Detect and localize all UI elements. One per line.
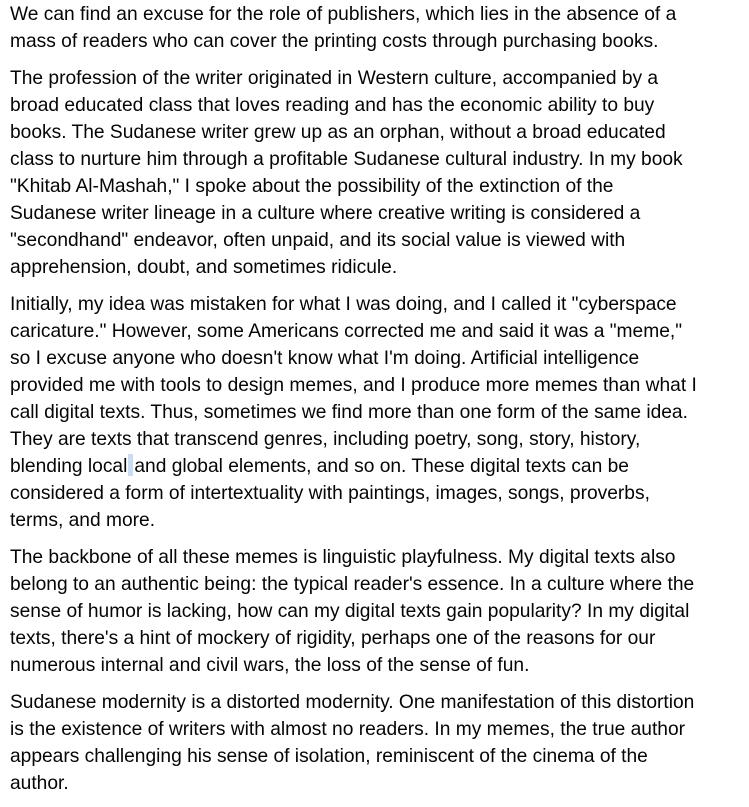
post-body-text — [10, 1, 749, 807]
text-line: so I excuse anyone who doesn't know what I'm doing. Artificial intelligence — [10, 348, 640, 369]
text-line: They are texts that transcend genres, including poetry, song, story, history, — [10, 429, 641, 450]
text-line: author. — [10, 773, 69, 794]
paragraph-1 — [10, 1, 749, 55]
text-line: Initially, my idea was mistaken for what I was doing, and I called it "cyberspace — [10, 294, 677, 315]
text-line: sense of humor is lacking, how can my digital texts gain popularity? In my digital — [10, 601, 690, 622]
text-before-caret: blending local — [10, 456, 128, 477]
text-line: considered a form of intertextuality with paintings, images, songs, proverbs, — [10, 483, 650, 504]
paragraph-4 — [10, 544, 749, 679]
text-line: call digital texts. Thus, sometimes we find more than one form of the same idea. — [10, 402, 688, 423]
text-line: numerous internal and civil wars, the loss of the sense of fun. — [10, 655, 530, 676]
text-after-caret: and global elements, and so on. These digital texts can be — [134, 456, 629, 477]
text-line: books. The Sudanese writer grew up as an orphan, without a broad educated — [10, 122, 666, 143]
text-line: mass of readers who can cover the printing costs through purchasing books. — [10, 31, 659, 52]
text-caret — [128, 454, 133, 476]
text-line: "Khitab Al-Mashah," I spoke about the possibility of the extinction of the — [10, 176, 614, 197]
text-line: "secondhand" endeavor, often unpaid, and its social value is viewed with — [10, 230, 626, 251]
text-line: apprehension, doubt, and sometimes ridicule. — [10, 257, 398, 278]
text-line: appears challenging his sense of isolation, reminiscent of the cinema of the — [10, 746, 648, 767]
text-line-with-caret[interactable] — [10, 453, 749, 480]
text-line: is the existence of writers with almost no readers. In my memes, the true author — [10, 719, 686, 740]
text-line: broad educated class that loves reading and has the economic ability to buy — [10, 95, 655, 116]
text-line: Sudanese writer lineage in a culture where creative writing is considered a — [10, 203, 641, 224]
text-line: Sudanese modernity is a distorted modernity. One manifestation of this distortion — [10, 692, 695, 713]
text-line: caricature." However, some Americans corrected me and said it was a "meme," — [10, 321, 683, 342]
text-line: The backbone of all these memes is linguistic playfulness. My digital texts also — [10, 547, 676, 568]
paragraph-2 — [10, 65, 749, 281]
text-line: class to nurture him through a profitable Sudanese cultural industry. In my book — [10, 149, 683, 170]
text-line: texts, there's a hint of mockery of rigidity, perhaps one of the reasons for our — [10, 628, 656, 649]
paragraph-5 — [10, 689, 749, 797]
text-line: provided me with tools to design memes, and I produce more memes than what I — [10, 375, 697, 396]
paragraph-3 — [10, 291, 749, 534]
text-line: We can find an excuse for the role of publishers, which lies in the absence of a — [10, 4, 677, 25]
text-line: terms, and more. — [10, 510, 156, 531]
text-line: The profession of the writer originated in Western culture, accompanied by a — [10, 68, 659, 89]
text-line: belong to an authentic being: the typical reader's essence. In a culture where the — [10, 574, 695, 595]
